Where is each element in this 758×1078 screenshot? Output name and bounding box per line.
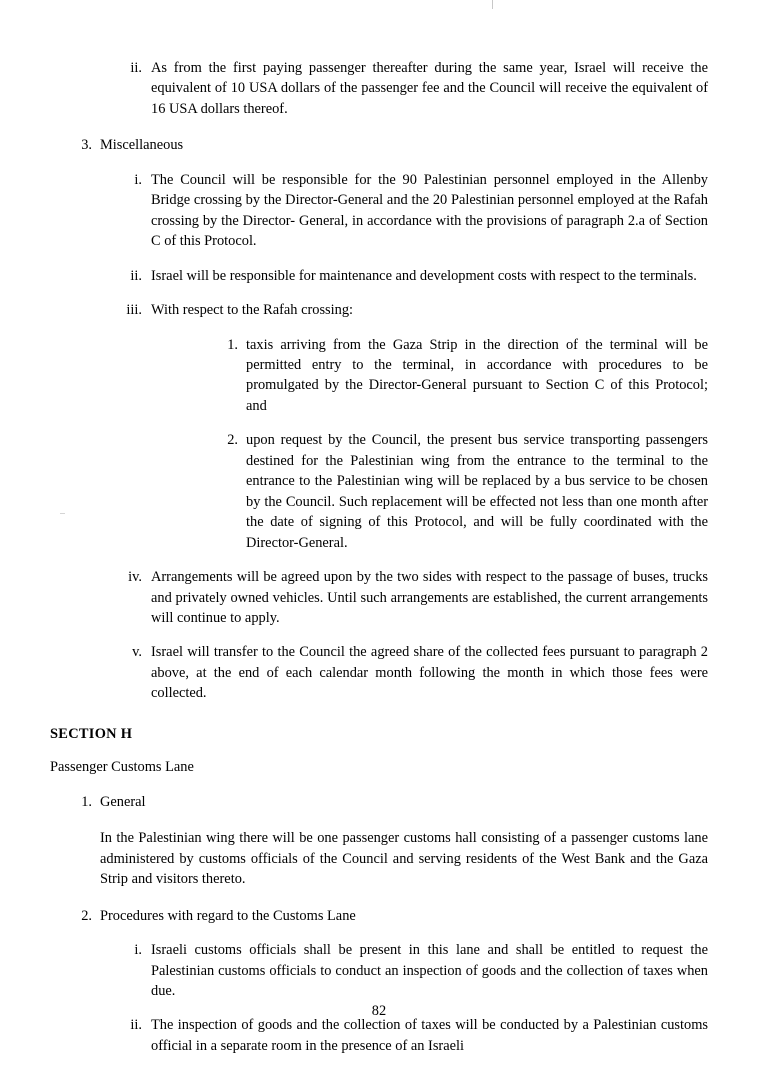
list-marker: iii. [126,302,142,319]
list-text: Israel will transfer to the Council the agreed share of the collected fees pursuant to paragraph 2 above, at the end of each calendar month following the month in which those fees were collected. [151,644,708,702]
list-marker: 2. [227,432,238,449]
list-text: upon request by the Council, the present bus service transporting passengers destined for the Palestinian wing from the entrance to the terminal to the entrance to the Palestinian wing will be replaced by a bus service to be chosen by the Council. Such replacement will be effected not less than one month after the date of signing of this Protocol, and will be fully coordinated with the Director-General. [246,432,708,551]
list-text: As from the first paying passenger thereafter during the same year, Israel will receive the equivalent of 10 USA dollars of the passenger fee and the Council will receive the equivalent of 16 USA dollars thereof. [151,60,708,117]
list-marker: ii. [130,60,142,76]
list-text: The inspection of goods and the collection of taxes will be conducted by a Palestinian customs official in a separate room in the presence of an Israeli [151,1017,708,1054]
list-text: The Council will be responsible for the 90 Palestinian personnel employed in the Allenby Bridge crossing by the Director-General and the 20 Palestinian personnel employed at the Rafah crossing by the Director- General, in accordance with the provisions of paragraph 2.a of Section C of this Protocol. [151,171,708,250]
list-marker: 1. [81,793,92,810]
list-item [70,906,708,926]
list-text: With respect to the Rafah crossing: [151,302,354,319]
document-body [50,58,708,1067]
list-marker: ii. [130,267,142,284]
list-item [118,940,708,1001]
list-marker: 1. [227,336,238,353]
list-text: Israel will be responsible for maintenance and development costs with respect to the terminals. [151,267,697,284]
list-text: Miscellaneous [100,137,184,154]
list-marker: i. [134,171,142,188]
list-item [70,792,708,812]
list-item [220,335,708,417]
list-text: Procedures with regard to the Customs Lane [100,907,356,924]
page-number: 82 [371,1003,387,1019]
list-text: General [100,793,146,810]
list-item [118,567,708,628]
list-item [118,58,708,119]
list-marker: iv. [128,569,142,586]
list-marker: 3. [81,137,92,154]
list-item [118,642,708,703]
list-marker: ii. [130,1017,142,1034]
section-heading: SECTION H [50,725,133,742]
paragraph: In the Palestinian wing there will be one passenger customs hall consisting of a passenger customs lane administered by customs officials of the Council and serving residents of the West Bank and the Gaza Strip and visitors thereto. [100,830,708,888]
list-item [118,300,708,320]
page-edge-mark [492,0,493,9]
list-marker: v. [132,644,142,661]
list-item [118,1015,708,1056]
list-marker: i. [134,942,142,959]
list-text: taxis arriving from the Gaza Strip in the direction of the terminal will be permitted entry to the terminal, in accordance with procedures to be promulgated by the Director-General pursuant to Section C of this Protocol; and [246,336,708,414]
section-subtitle: Passenger Customs Lane [50,758,194,775]
list-item [70,135,708,155]
list-item [118,266,708,286]
list-item [220,430,708,553]
list-text: Israeli customs officials shall be present in this lane and shall be entitled to request the Palestinian customs officials to conduct an inspection of goods and the collection of taxes when due. [151,942,708,999]
list-text: Arrangements will be agreed upon by the two sides with respect to the passage of buses, trucks and privately owned vehicles. Until such arrangements are established, the current arrangements will continue to apply. [151,569,708,626]
list-marker: 2. [81,907,92,924]
list-item [118,170,708,252]
